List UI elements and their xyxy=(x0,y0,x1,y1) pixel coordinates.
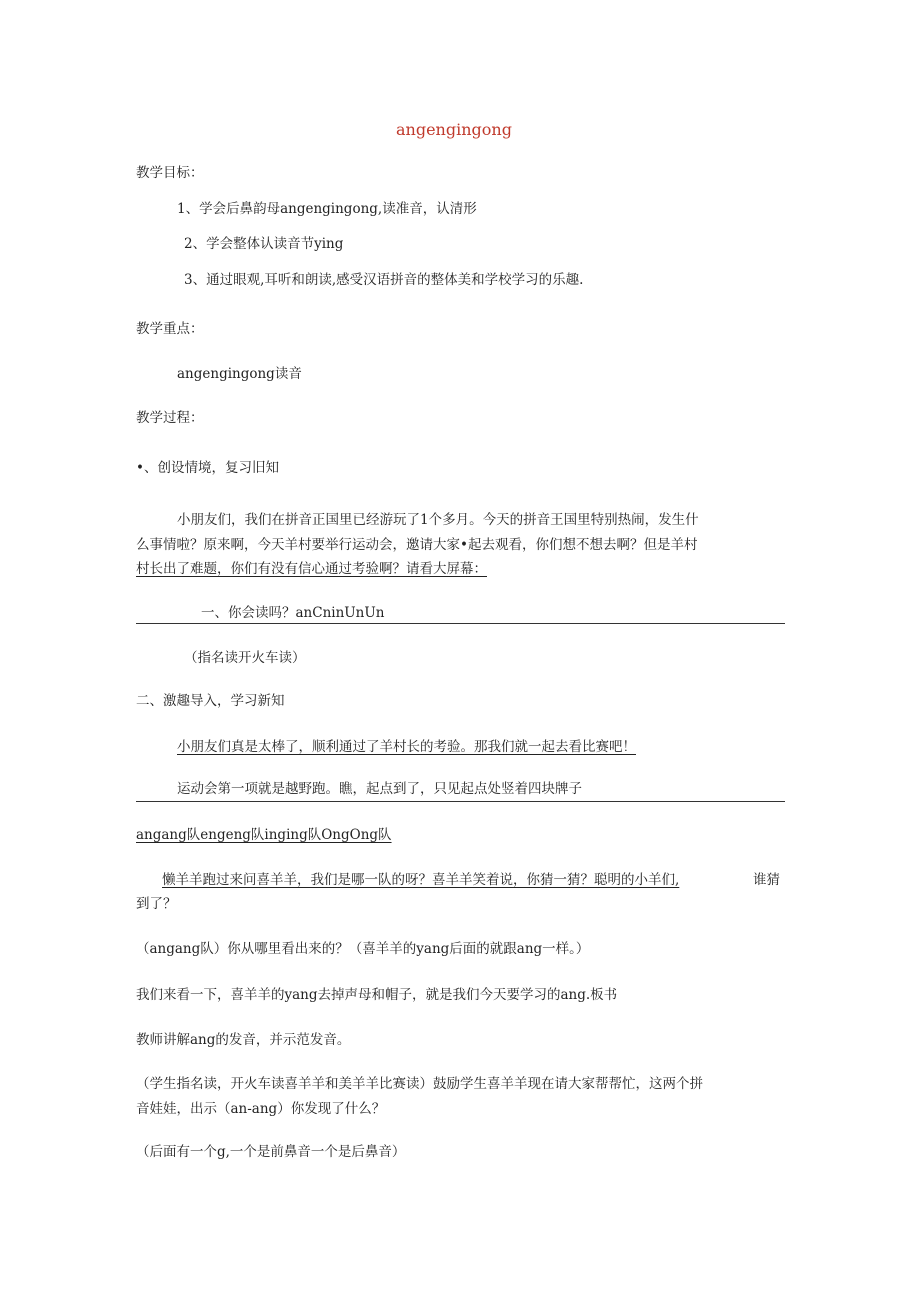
divider-rule xyxy=(136,623,785,624)
student-line-1: （学生指名读，开火车读喜羊羊和美羊羊比赛读）鼓励学生喜羊羊现在请大家帮帮忙，这两个拼 xyxy=(136,1076,703,1092)
section1-para-line-2: 么事情啦？原来啊，今天羊村要举行运动会，邀请大家•起去观看，你们想不想去啊？但是羊村 xyxy=(136,537,698,553)
section2-heading: 二、激趣导入，学习新知 xyxy=(136,693,285,709)
section1-para-line-3: 村长出了难题，你们有没有信心通过考验啊？请看大屏幕： xyxy=(136,561,487,577)
look-line: 我们来看一下，喜羊羊的yang去掉声母和帽子，就是我们今天要学习的ang.板书 xyxy=(136,987,618,1003)
question-line-1: 懒羊羊跑过来问喜羊羊，我们是哪一队的呀？喜羊羊笑着说，你猜一猜？聪明的小羊们, xyxy=(162,872,680,888)
final-line: （后面有一个g,一个是前鼻音一个是后鼻音） xyxy=(136,1144,406,1160)
quiz-note: （指名读开火车读） xyxy=(184,650,306,666)
section1-para-line-1: 小朋友们，我们在拼音正国里已经游玩了1个多月。今天的拼音王国里特别热闹，发生什 xyxy=(177,512,699,528)
objectives-heading: 教学目标： xyxy=(136,165,204,181)
answer-line: （angang队）你从哪里看出来的？（喜羊羊的yang后面的就跟ang一样。） xyxy=(136,941,590,957)
divider-rule xyxy=(136,801,785,802)
race-line: 运动会第一项就是越野跑。瞧，起点到了，只见起点处竖着四块牌子 xyxy=(177,781,582,797)
section1-heading: •、创设情境，复习旧知 xyxy=(136,460,279,476)
student-line-2: 音娃娃，出示（an-ang）你发现了什么？ xyxy=(136,1101,386,1117)
document-title: angengingong xyxy=(396,120,512,139)
question-line-1-end: 谁猜 xyxy=(753,872,780,888)
focus-text: angengingong读音 xyxy=(177,366,302,382)
teacher-line: 教师讲解ang的发音，并示范发音。 xyxy=(136,1032,351,1048)
objective-3: 3、通过眼观,耳听和朗读,感受汉语拼音的整体美和学校学习的乐趣. xyxy=(184,272,584,288)
quiz-line: 一、你会读吗？anCninUnUn xyxy=(201,605,385,621)
objective-1: 1、学会后鼻韵母angengingong,读准音，认清形 xyxy=(177,201,477,217)
question-line-2: 到了？ xyxy=(136,896,177,912)
focus-heading: 教学重点： xyxy=(136,321,204,337)
praise-line: 小朋友们真是太棒了，顺利通过了羊村长的考验。那我们就一起去看比赛吧！ xyxy=(177,739,636,755)
teams-line: angang队engeng队inging队OngOng队 xyxy=(136,827,392,843)
objective-2: 2、学会整体认读音节ying xyxy=(184,236,344,252)
process-heading: 教学过程： xyxy=(136,410,204,426)
